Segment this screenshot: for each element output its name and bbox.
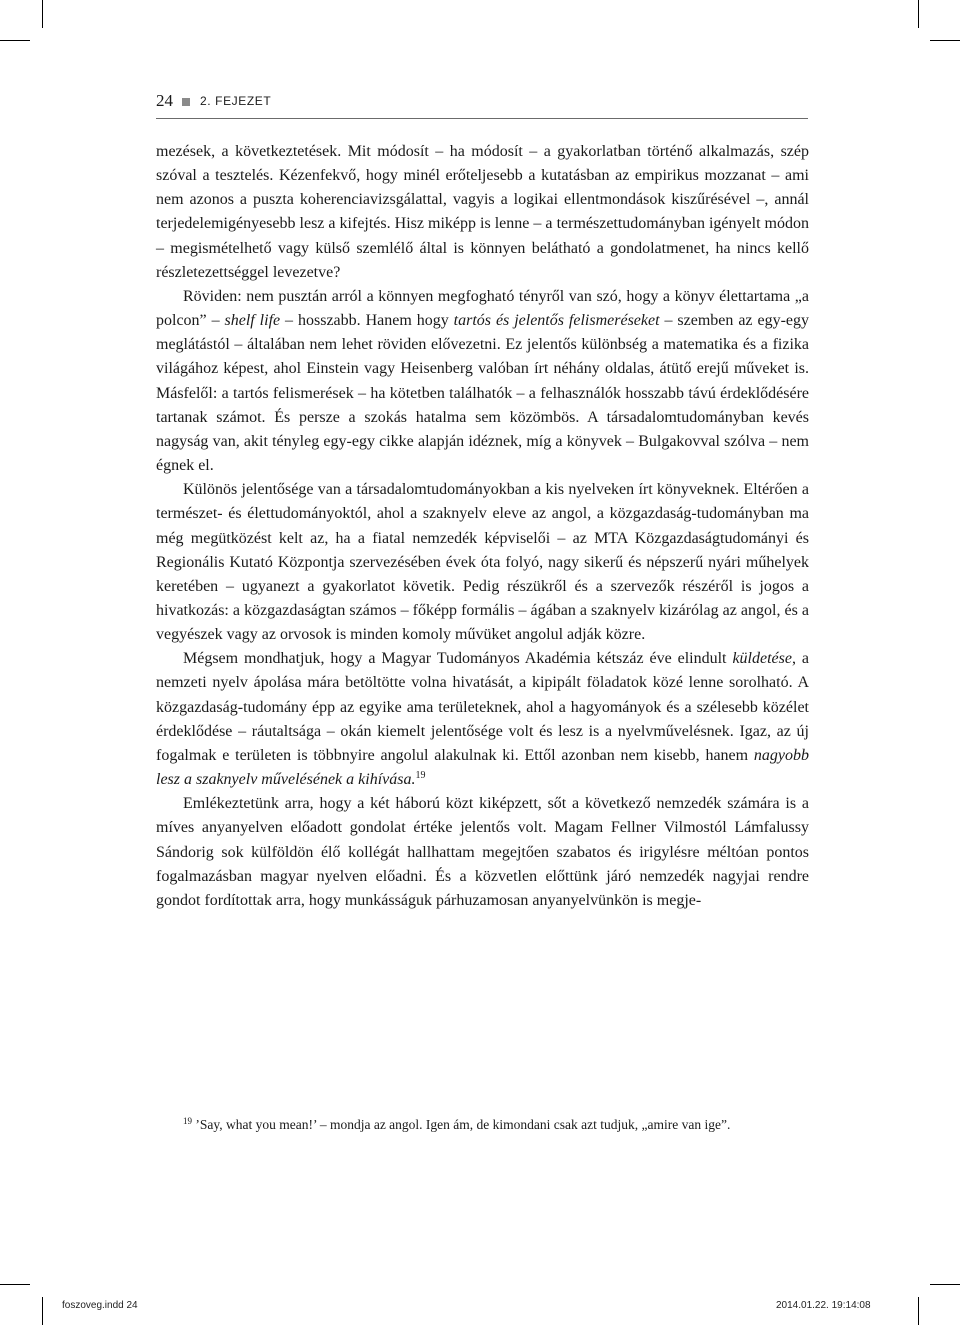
crop-mark-bottom-right-horizontal xyxy=(930,1284,960,1285)
crop-mark-bottom-right-vertical xyxy=(918,1297,919,1325)
slug-datetime: 2014.01.22. 19:14:08 xyxy=(776,1300,871,1311)
paragraph-1: mezések, a következtetések. Mit módosít – ha módosít – a gyakorlatban történő alkalmazás, szép szóval a tesztelés. Kézenfekvő, hogy minél erőteljesebb a kutatásban az empirikus mozzanat – ami nem azonos a puszta koherenciavizsgálattal, vagyis a logikai ellentmondások kiszűrésével –, annál terjedelemigényesebb lesz a kifejtés. Hisz miképp is lenne – a természettudományban igényelt módon – megismételhető vagy külső szemlélő által is könnyen belátható a gondolatmenet, ha nincs kellő részletezettséggel levezetve? xyxy=(156,143,809,281)
paragraph-4 xyxy=(156,647,809,792)
footnote xyxy=(156,1114,809,1135)
crop-mark-top-right-horizontal xyxy=(930,40,960,41)
paragraph-2-text-e: – szemben az egy-egy meglátástól – általában nem lehet röviden elővezetni. Ez jelentős különbség a matematika és a fizika világához képest, ahol Einstein vagy Heisenberg valóban írt néhány oldalas, átütő erejű műveket is. Másfelől: a tartós felismerések – ha kötetben találhatók – a felhasználók hosszabb távú érdeklődésére tartanak számot. És persze a szokás hatalma sem közömbös. A társadalomtudományban kevés nagyság van, akit tényleg egy-egy cikke alapján idéznek, míg a könyvek – Bulgakovval szólva – nem égnek el. xyxy=(156,312,810,475)
slug-file: foszoveg.indd 24 xyxy=(62,1300,138,1311)
paragraph-4-text-a: Mégsem mondhatjuk, hogy a Magyar Tudományos Akadémia kétszáz éve elindult xyxy=(183,650,733,668)
crop-mark-bottom-left-vertical xyxy=(42,1297,43,1325)
paragraph-2-text-c: – hosszabb. Hanem hogy xyxy=(280,312,454,330)
footnote-number: 19 xyxy=(183,1116,192,1126)
crop-mark-top-right-vertical xyxy=(918,0,919,28)
paragraph-4-text-c: , a nemzeti nyelv ápolása mára betöltötte volna hivatását, a kipipált föladatok közé lenne sorolható. A közgazdaság-tudomány épp az egyike ama területeknek, ahol a hagyományok és a szélesebb közélet érdeklődése – ráutaltsága – okán kiemelt jelentősége volt és lesz is a nyelvművelésnek. Igaz, az új fogalmak e területen is többnyire angolul alakulnak ki. Ettől azonban nem kisebb, hanem xyxy=(156,650,810,764)
emphasis-kihivasa: nagyobb lesz a szaknyelv művelésének a kihívása. xyxy=(156,746,809,789)
crop-mark-top-left-vertical xyxy=(42,0,43,28)
footnote-reference[interactable]: 19 xyxy=(415,770,426,782)
page-number: 24 xyxy=(156,91,173,110)
paragraph-5: Emlékeztetünk arra, hogy a két háború közt kiképzett, sőt a következő nemzedék számára is a míves anyanyelven előadott gondolat értéke jelentős volt. Magam Fellner Vilmostól Lámfalussy Sándorig sok külföldön élő kollégát hallhattam megejtően szabatos és irigylésre méltóan pontos fogalmazásban magyar nyelven előadni. És a közvetlen előttünk járó nemzedék nagyjai rendre gondot fordítottak arra, hogy munkásságuk párhuzamosan anyanyelvünkön is megje- xyxy=(156,795,809,909)
chapter-title: 2. FEJEZET xyxy=(200,94,272,108)
paragraph-2 xyxy=(156,285,809,478)
emphasis-tartos-felismeresek: tartós és jelentős felismeréseket xyxy=(453,312,660,330)
emphasis-kuldetese: küldetése xyxy=(732,650,792,668)
paragraph-2-text-a: Röviden: nem pusztán arról a könnyen megfogható tényről van szó, hogy a könyv élettartama „a polcon” – xyxy=(156,287,809,330)
header-rule xyxy=(156,118,808,119)
body-text xyxy=(156,140,809,913)
emphasis-shelf-life: shelf life xyxy=(224,312,281,330)
square-bullet-icon xyxy=(182,98,190,106)
paragraph-3: Különös jelentősége van a társadalomtudományokban a kis nyelveken írt könyveknek. Eltérően a természet- és élettudományoktól, ahol a szaknyelv eleve az angol, a közgazdaság-tudományban ma még megütközést kelt az, ha a fiatal nemzedék képviselői – az MTA Közgazdaságtudományi és Regionális Kutató Központja szervezésében évek óta folyó, nagy sikerű és népszerű nyári műhelyek keretében – ugyanezt a gyakorlatot követik. Pedig részükről és a szervezők részéről is jogos a hivatkozás: a közgazdaságtan számos – főképp formális – ágában a szaknyelv kizárólag az angol, és a vegyészek vagy az orvosok is minden komoly művüket angolul adják közre. xyxy=(156,481,809,644)
crop-mark-top-left-horizontal xyxy=(0,40,30,41)
crop-mark-bottom-left-horizontal xyxy=(0,1284,30,1285)
footnote-text: ’Say, what you mean!’ – mondja az angol. Igen ám, de kimondani csak azt tudjuk, „amire van ige”. xyxy=(192,1117,731,1132)
